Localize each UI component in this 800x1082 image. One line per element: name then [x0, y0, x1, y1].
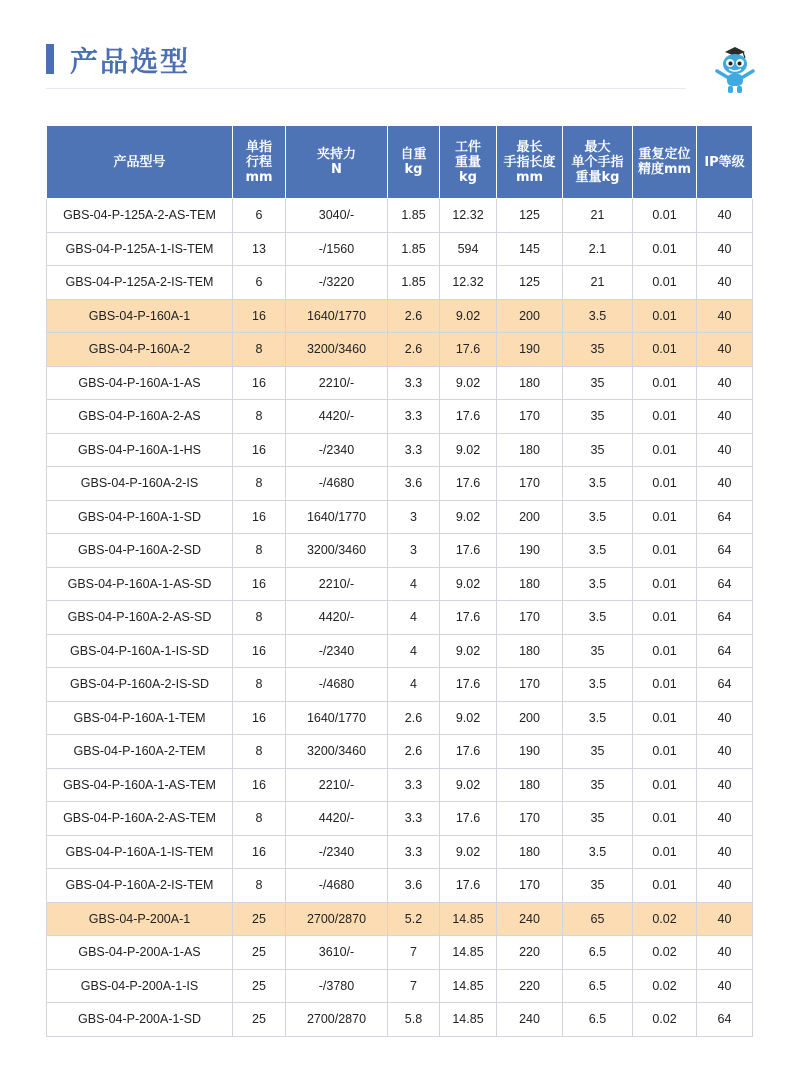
- table-row: [47, 467, 753, 501]
- model-cell: GBS-04-P-160A-2-AS: [47, 400, 233, 434]
- column-header: 夹持力 N: [286, 126, 388, 199]
- table-cell: 0.01: [633, 768, 697, 802]
- table-cell: 16: [233, 835, 286, 869]
- model-cell: GBS-04-P-125A-2-IS-TEM: [47, 266, 233, 300]
- table-cell: 0.01: [633, 668, 697, 702]
- table-cell: 16: [233, 634, 286, 668]
- table-cell: 2210/-: [286, 366, 388, 400]
- table-cell: 8: [233, 467, 286, 501]
- table-row: [47, 500, 753, 534]
- table-cell: 3610/-: [286, 936, 388, 970]
- table-cell: 170: [497, 601, 563, 635]
- table-cell: 9.02: [440, 567, 497, 601]
- table-cell: 2.6: [388, 735, 440, 769]
- table-cell: 8: [233, 802, 286, 836]
- table-cell: 2210/-: [286, 768, 388, 802]
- table-cell: 240: [497, 1003, 563, 1037]
- table-cell: 40: [697, 902, 753, 936]
- table-cell: 200: [497, 701, 563, 735]
- column-header: 产品型号: [47, 126, 233, 199]
- table-cell: 3200/3460: [286, 333, 388, 367]
- table-cell: 3.3: [388, 768, 440, 802]
- table-cell: 180: [497, 634, 563, 668]
- table-cell: 35: [563, 400, 633, 434]
- table-cell: 1640/1770: [286, 299, 388, 333]
- table-cell: -/1560: [286, 232, 388, 266]
- table-cell: 4420/-: [286, 601, 388, 635]
- table-cell: 5.8: [388, 1003, 440, 1037]
- table-cell: 240: [497, 902, 563, 936]
- model-cell: GBS-04-P-160A-1-IS-SD: [47, 634, 233, 668]
- table-cell: 40: [697, 969, 753, 1003]
- table-row: [47, 567, 753, 601]
- table-cell: 64: [697, 601, 753, 635]
- model-cell: GBS-04-P-160A-2-SD: [47, 534, 233, 568]
- table-cell: 64: [697, 567, 753, 601]
- table-cell: 17.6: [440, 668, 497, 702]
- table-row: [47, 668, 753, 702]
- table-cell: 4: [388, 567, 440, 601]
- table-cell: 0.01: [633, 869, 697, 903]
- table-cell: 0.01: [633, 735, 697, 769]
- table-cell: 170: [497, 869, 563, 903]
- table-cell: 190: [497, 333, 563, 367]
- table-cell: 4420/-: [286, 802, 388, 836]
- model-cell: GBS-04-P-200A-1: [47, 902, 233, 936]
- table-cell: 21: [563, 199, 633, 233]
- table-cell: 16: [233, 500, 286, 534]
- table-cell: 3.3: [388, 802, 440, 836]
- model-cell: GBS-04-P-160A-1-AS-SD: [47, 567, 233, 601]
- table-cell: 7: [388, 969, 440, 1003]
- table-cell: 40: [697, 835, 753, 869]
- table-cell: 6.5: [563, 969, 633, 1003]
- table-cell: 4: [388, 601, 440, 635]
- table-cell: -/3220: [286, 266, 388, 300]
- table-cell: 64: [697, 668, 753, 702]
- table-cell: 8: [233, 601, 286, 635]
- table-cell: 9.02: [440, 433, 497, 467]
- table-cell: 40: [697, 768, 753, 802]
- table-cell: 200: [497, 299, 563, 333]
- table-cell: 2700/2870: [286, 1003, 388, 1037]
- table-cell: -/3780: [286, 969, 388, 1003]
- table-cell: 190: [497, 735, 563, 769]
- table-row: [47, 433, 753, 467]
- table-cell: 1640/1770: [286, 500, 388, 534]
- table-cell: 40: [697, 433, 753, 467]
- table-cell: 16: [233, 567, 286, 601]
- table-cell: 13: [233, 232, 286, 266]
- table-cell: 180: [497, 433, 563, 467]
- table-row: [47, 902, 753, 936]
- table-cell: 8: [233, 735, 286, 769]
- table-cell: 0.02: [633, 936, 697, 970]
- column-header: 重复定位 精度mm: [633, 126, 697, 199]
- title-divider: [46, 88, 686, 89]
- table-cell: 0.01: [633, 835, 697, 869]
- table-cell: 6.5: [563, 936, 633, 970]
- table-row: [47, 735, 753, 769]
- model-cell: GBS-04-P-160A-2-IS-TEM: [47, 869, 233, 903]
- table-cell: 6: [233, 199, 286, 233]
- table-row: [47, 266, 753, 300]
- table-row: [47, 601, 753, 635]
- product-spec-table: [46, 125, 753, 1037]
- table-cell: 64: [697, 500, 753, 534]
- table-cell: 0.01: [633, 567, 697, 601]
- table-cell: 17.6: [440, 333, 497, 367]
- table-cell: 35: [563, 433, 633, 467]
- table-header-row: [47, 126, 753, 199]
- table-cell: 0.01: [633, 232, 697, 266]
- model-cell: GBS-04-P-160A-2-AS-TEM: [47, 802, 233, 836]
- table-cell: 0.01: [633, 299, 697, 333]
- table-cell: 5.2: [388, 902, 440, 936]
- table-cell: 3.5: [563, 467, 633, 501]
- table-cell: 8: [233, 534, 286, 568]
- table-cell: 170: [497, 802, 563, 836]
- table-cell: 40: [697, 400, 753, 434]
- table-cell: 17.6: [440, 735, 497, 769]
- table-cell: 3.5: [563, 299, 633, 333]
- model-cell: GBS-04-P-125A-2-AS-TEM: [47, 199, 233, 233]
- table-cell: 25: [233, 969, 286, 1003]
- table-cell: 0.01: [633, 467, 697, 501]
- table-cell: -/4680: [286, 869, 388, 903]
- table-cell: 14.85: [440, 969, 497, 1003]
- table-row: [47, 400, 753, 434]
- table-row: [47, 232, 753, 266]
- table-cell: 0.01: [633, 802, 697, 836]
- table-cell: 0.01: [633, 601, 697, 635]
- table-cell: 16: [233, 366, 286, 400]
- table-cell: 200: [497, 500, 563, 534]
- table-cell: 0.02: [633, 1003, 697, 1037]
- table-cell: 0.01: [633, 701, 697, 735]
- table-cell: -/4680: [286, 668, 388, 702]
- model-cell: GBS-04-P-160A-1-IS-TEM: [47, 835, 233, 869]
- table-cell: 40: [697, 869, 753, 903]
- table-cell: 3.3: [388, 400, 440, 434]
- table-cell: 3.5: [563, 701, 633, 735]
- model-cell: GBS-04-P-200A-1-AS: [47, 936, 233, 970]
- table-row: [47, 936, 753, 970]
- table-cell: 3.5: [563, 668, 633, 702]
- table-cell: 3: [388, 500, 440, 534]
- table-cell: 8: [233, 668, 286, 702]
- table-cell: 0.01: [633, 333, 697, 367]
- table-cell: 17.6: [440, 400, 497, 434]
- table-cell: 16: [233, 701, 286, 735]
- column-header: 最大 单个手指 重量kg: [563, 126, 633, 199]
- table-cell: 2.6: [388, 299, 440, 333]
- table-cell: 3.5: [563, 567, 633, 601]
- table-cell: 35: [563, 333, 633, 367]
- table-cell: 40: [697, 467, 753, 501]
- table-cell: 1.85: [388, 266, 440, 300]
- table-cell: 6: [233, 266, 286, 300]
- table-cell: 65: [563, 902, 633, 936]
- table-cell: 14.85: [440, 1003, 497, 1037]
- table-cell: 170: [497, 467, 563, 501]
- table-cell: 0.01: [633, 400, 697, 434]
- table-cell: 8: [233, 333, 286, 367]
- table-row: [47, 768, 753, 802]
- table-cell: 17.6: [440, 869, 497, 903]
- table-cell: 9.02: [440, 768, 497, 802]
- table-cell: 3: [388, 534, 440, 568]
- table-cell: 220: [497, 936, 563, 970]
- table-cell: 0.01: [633, 366, 697, 400]
- model-cell: GBS-04-P-160A-2-IS: [47, 467, 233, 501]
- table-cell: 16: [233, 768, 286, 802]
- table-cell: 17.6: [440, 534, 497, 568]
- column-header: 单指 行程 mm: [233, 126, 286, 199]
- model-cell: GBS-04-P-160A-1-AS: [47, 366, 233, 400]
- column-header: 最长 手指长度 mm: [497, 126, 563, 199]
- table-cell: 3.3: [388, 835, 440, 869]
- table-cell: 0.02: [633, 969, 697, 1003]
- model-cell: GBS-04-P-160A-2-TEM: [47, 735, 233, 769]
- table-cell: 2.1: [563, 232, 633, 266]
- table-cell: 25: [233, 1003, 286, 1037]
- table-cell: 64: [697, 534, 753, 568]
- table-cell: 180: [497, 366, 563, 400]
- table-cell: 12.32: [440, 199, 497, 233]
- table-cell: 4: [388, 668, 440, 702]
- table-row: [47, 802, 753, 836]
- table-row: [47, 299, 753, 333]
- model-cell: GBS-04-P-160A-1-SD: [47, 500, 233, 534]
- table-cell: 1640/1770: [286, 701, 388, 735]
- table-cell: 2.6: [388, 701, 440, 735]
- table-cell: 40: [697, 299, 753, 333]
- table-cell: 12.32: [440, 266, 497, 300]
- table-cell: 0.01: [633, 266, 697, 300]
- table-cell: 35: [563, 802, 633, 836]
- table-row: [47, 701, 753, 735]
- table-cell: 25: [233, 902, 286, 936]
- column-header: IP等级: [697, 126, 753, 199]
- table-cell: 2700/2870: [286, 902, 388, 936]
- table-cell: 2.6: [388, 333, 440, 367]
- table-cell: 3.6: [388, 467, 440, 501]
- table-cell: 35: [563, 634, 633, 668]
- table-cell: 170: [497, 668, 563, 702]
- table-cell: 9.02: [440, 366, 497, 400]
- model-cell: GBS-04-P-160A-1-TEM: [47, 701, 233, 735]
- table-cell: 3040/-: [286, 199, 388, 233]
- table-cell: 40: [697, 735, 753, 769]
- table-cell: 3.5: [563, 534, 633, 568]
- table-cell: 8: [233, 400, 286, 434]
- table-cell: 190: [497, 534, 563, 568]
- table-row: [47, 634, 753, 668]
- table-cell: 9.02: [440, 299, 497, 333]
- table-cell: 125: [497, 199, 563, 233]
- table-cell: 3.3: [388, 433, 440, 467]
- table-cell: 8: [233, 869, 286, 903]
- table-cell: 180: [497, 768, 563, 802]
- table-cell: 35: [563, 735, 633, 769]
- table-cell: 125: [497, 266, 563, 300]
- table-cell: 0.01: [633, 199, 697, 233]
- table-cell: 9.02: [440, 835, 497, 869]
- table-cell: 9.02: [440, 634, 497, 668]
- table-cell: 35: [563, 768, 633, 802]
- table-cell: 220: [497, 969, 563, 1003]
- table-cell: 3.5: [563, 500, 633, 534]
- table-cell: 40: [697, 266, 753, 300]
- table-cell: 6.5: [563, 1003, 633, 1037]
- table-row: [47, 969, 753, 1003]
- column-header: 工件 重量 kg: [440, 126, 497, 199]
- table-cell: 0.01: [633, 433, 697, 467]
- table-cell: 9.02: [440, 500, 497, 534]
- table-cell: 1.85: [388, 199, 440, 233]
- table-row: [47, 1003, 753, 1037]
- table-cell: 170: [497, 400, 563, 434]
- table-cell: 25: [233, 936, 286, 970]
- model-cell: GBS-04-P-160A-2-IS-SD: [47, 668, 233, 702]
- table-cell: 16: [233, 433, 286, 467]
- table-cell: 180: [497, 567, 563, 601]
- table-cell: 0.01: [633, 500, 697, 534]
- table-cell: 594: [440, 232, 497, 266]
- table-cell: 40: [697, 366, 753, 400]
- table-cell: 35: [563, 869, 633, 903]
- title-accent-bar: [46, 44, 54, 74]
- table-cell: 4: [388, 634, 440, 668]
- table-cell: 0.02: [633, 902, 697, 936]
- table-cell: 40: [697, 232, 753, 266]
- table-row: [47, 333, 753, 367]
- table-cell: 3.5: [563, 601, 633, 635]
- table-row: [47, 835, 753, 869]
- table-cell: 40: [697, 802, 753, 836]
- table-cell: 40: [697, 936, 753, 970]
- table-cell: 3.3: [388, 366, 440, 400]
- model-cell: GBS-04-P-160A-2-AS-SD: [47, 601, 233, 635]
- table-cell: 0.01: [633, 634, 697, 668]
- model-cell: GBS-04-P-160A-2: [47, 333, 233, 367]
- table-cell: 64: [697, 634, 753, 668]
- table-cell: 17.6: [440, 467, 497, 501]
- table-cell: 17.6: [440, 601, 497, 635]
- table-cell: 16: [233, 299, 286, 333]
- robot-mascot-icon: [712, 44, 758, 96]
- table-cell: 21: [563, 266, 633, 300]
- table-cell: 9.02: [440, 701, 497, 735]
- table-cell: 4420/-: [286, 400, 388, 434]
- table-cell: 1.85: [388, 232, 440, 266]
- table-cell: 64: [697, 1003, 753, 1037]
- table-row: [47, 869, 753, 903]
- model-cell: GBS-04-P-160A-1-HS: [47, 433, 233, 467]
- table-cell: 35: [563, 366, 633, 400]
- table-cell: 40: [697, 333, 753, 367]
- table-cell: -/4680: [286, 467, 388, 501]
- table-row: [47, 534, 753, 568]
- table-cell: 3200/3460: [286, 735, 388, 769]
- table-cell: 145: [497, 232, 563, 266]
- model-cell: GBS-04-P-160A-1-AS-TEM: [47, 768, 233, 802]
- table-cell: 2210/-: [286, 567, 388, 601]
- table-cell: 0.01: [633, 534, 697, 568]
- table-cell: 3.5: [563, 835, 633, 869]
- table-cell: 7: [388, 936, 440, 970]
- model-cell: GBS-04-P-200A-1-SD: [47, 1003, 233, 1037]
- table-row: [47, 199, 753, 233]
- table-cell: 180: [497, 835, 563, 869]
- table-cell: 3.6: [388, 869, 440, 903]
- table-cell: -/2340: [286, 433, 388, 467]
- page-title: 产品选型: [70, 45, 191, 78]
- table-cell: 14.85: [440, 902, 497, 936]
- model-cell: GBS-04-P-160A-1: [47, 299, 233, 333]
- model-cell: GBS-04-P-125A-1-IS-TEM: [47, 232, 233, 266]
- table-row: [47, 366, 753, 400]
- table-cell: 3200/3460: [286, 534, 388, 568]
- table-cell: -/2340: [286, 835, 388, 869]
- table-cell: 40: [697, 701, 753, 735]
- table-cell: -/2340: [286, 634, 388, 668]
- column-header: 自重 kg: [388, 126, 440, 199]
- table-cell: 14.85: [440, 936, 497, 970]
- table-cell: 17.6: [440, 802, 497, 836]
- model-cell: GBS-04-P-200A-1-IS: [47, 969, 233, 1003]
- table-cell: 40: [697, 199, 753, 233]
